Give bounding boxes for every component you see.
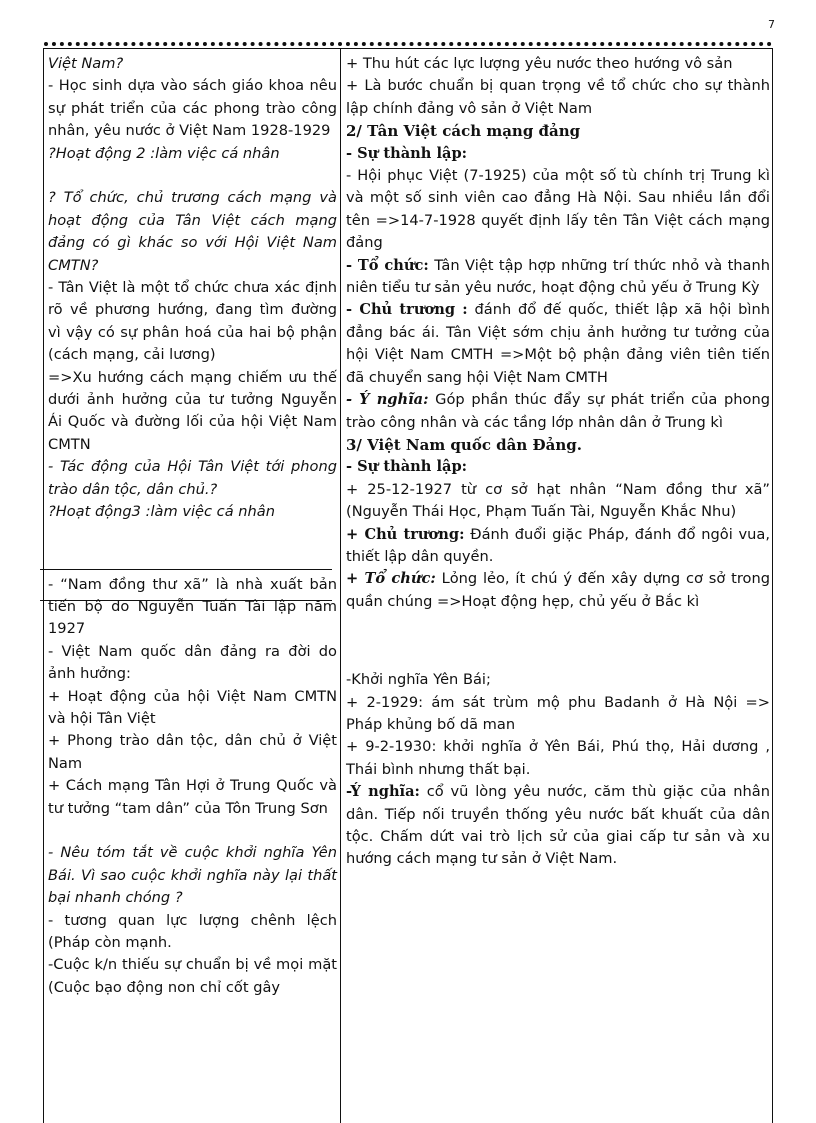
right-paragraph: [346, 255, 770, 300]
activity-heading: ?Hoạt động3 :làm việc cá nhân: [48, 503, 275, 521]
text: Góp phần thúc đẩy sự phát triển của phong trào công nhân và các tầng lớp nhân dân ở Trung kì: [346, 391, 770, 431]
text: Đánh đuổi giặc Pháp, đánh đổ ngôi vua, thiết lập dân quyền.: [346, 525, 770, 565]
left-paragraph: - Việt Nam quốc dân đảng ra đời do ảnh hưởng:: [48, 642, 337, 683]
right-paragraph: - Hội phục Việt (7-1925) của một số tù chính trị Trung kì và một số sinh viên cao đẳng Hà Nội. Sau nhiều lần đổi tên =>14-7-1928 quyết định lấy tên Tân Việt cách mạng đảng: [346, 167, 770, 252]
left-paragraph: - Tân Việt là một tổ chức chưa xác định rõ về phương hướng, đang tìm đường vì vậy có sự phân hoá của hai bộ phận (cách mạng, cải lương): [48, 279, 337, 364]
section-heading: 3/ Việt Nam quốc dân Đảng.: [346, 435, 582, 454]
label: + Chủ trương:: [346, 525, 465, 543]
sub-heading: - Sự thành lập:: [346, 144, 468, 162]
sub-heading: - Sự thành lập:: [346, 458, 468, 476]
label: - Ý nghĩa:: [346, 391, 429, 409]
question: - Tác động của Hội Tân Việt tới phong trào dân tộc, dân chủ.?: [48, 458, 337, 498]
text: Lỏng lẻo, ít chú ý đến xây dựng cơ sở trong quần chúng =>Hoạt động hẹp, chủ yếu ở Bắc kì: [346, 570, 770, 610]
left-line: Việt Nam?: [48, 55, 124, 72]
right-paragraph: + 2-1929: ám sát trùm mộ phu Badanh ở Hà Nội => Pháp khủng bố dã man: [346, 693, 770, 733]
section-heading: 2/ Tân Việt cách mạng đảng: [346, 122, 581, 141]
left-row-rule: [40, 600, 332, 601]
question: ? Tổ chức, chủ trương cách mạng và hoạt động của Tân Việt cách mạng đảng có gì khác so với Hội Việt Nam CMTN?: [48, 189, 337, 274]
left-paragraph: - tương quan lực lượng chênh lệch (Pháp còn mạnh.: [48, 911, 337, 951]
text: cổ vũ lòng yêu nước, căm thù giặc của nhân dân. Tiếp nối truyền thống yêu nước bất khuất của dân tộc. Chấm dứt vai trò lịch sử của giai cấp tư sản và xu hướng cách mạng tư sản ở Việt Nam.: [346, 783, 771, 868]
text: Tân Việt tập hợp những trí thức nhỏ và thanh niên tiểu tư sản yêu nước, hoạt động chủ yếu ở Trung Kỳ: [346, 256, 770, 297]
left-paragraph: + Phong trào dân tộc, dân chủ ở Việt Nam: [48, 732, 337, 772]
left-row-rule: [40, 569, 332, 570]
right-paragraph: [346, 568, 770, 613]
right-paragraph: [346, 524, 770, 569]
right-paragraph: [346, 299, 770, 389]
left-paragraph: =>Xu hướng cách mạng chiếm ưu thế dưới ảnh hưởng của tư tưởng Nguyễn Ái Quốc và đường lối của hội Việt Nam CMTN: [48, 368, 337, 453]
right-line: + Thu hút các lực lượng yêu nước theo hướng vô sản: [346, 55, 733, 72]
right-column: [346, 53, 770, 871]
right-paragraph: + Là bước chuẩn bị quan trọng về tổ chức cho sự thành lập chính đảng vô sản ở Việt Nam: [346, 77, 770, 117]
content-table: [43, 48, 773, 1123]
right-paragraph: + 9-2-1930: khởi nghĩa ở Yên Bái, Phú thọ, Hải dương , Thái bình nhưng thất bại.: [346, 738, 770, 778]
left-column: [48, 53, 337, 999]
right-paragraph: [346, 781, 770, 871]
label: -Ý nghĩa:: [346, 783, 420, 801]
left-paragraph: - “Nam đồng thư xã” là nhà xuất bản tiến bộ do Nguyễn Tuấn Tài lập năm 1927: [48, 575, 337, 638]
label: - Chủ trương :: [346, 301, 468, 319]
left-paragraph: -Cuộc k/n thiếu sự chuẩn bị về mọi mặt (Cuộc bạo động non chỉ cốt gây: [48, 956, 337, 996]
text: đánh đổ đế quốc, thiết lập xã hội bình đẳng bác ái. Tân Việt sớm chịu ảnh hưởng tư tưởng của hội Việt Nam CMTH =>Một bộ phận đảng viên tiên tiến đã chuyển sang hội Việt Nam CMTH: [346, 301, 770, 386]
right-paragraph: [346, 389, 770, 434]
left-paragraph: - Học sinh dựa vào sách giáo khoa nêu sự phát triển của các phong trào công nhân, yêu nước ở Việt Nam 1928-1929: [48, 77, 337, 140]
question: - Nêu tóm tắt về cuộc khởi nghĩa Yên Bái. Vì sao cuộc khởi nghĩa này lại thất bại nhanh chóng ?: [48, 844, 337, 907]
label: + Tổ chức:: [346, 570, 436, 588]
page-number: 7: [768, 18, 775, 31]
left-paragraph: + Hoạt động của hội Việt Nam CMTN và hội Tân Việt: [48, 687, 337, 727]
right-line: -Khởi nghĩa Yên Bái;: [346, 671, 491, 689]
column-divider: [340, 49, 341, 1123]
label: - Tổ chức:: [346, 256, 429, 274]
activity-heading: ?Hoạt động 2 :làm việc cá nhân: [48, 144, 280, 162]
left-paragraph: + Cách mạng Tân Hợi ở Trung Quốc và tư tưởng “tam dân” của Tôn Trung Sơn: [48, 777, 337, 817]
right-paragraph: + 25-12-1927 từ cơ sở hạt nhân “Nam đồng thư xã” (Nguyễn Thái Học, Phạm Tuấn Tài, Nguyễn Khắc Nhu): [346, 480, 770, 521]
